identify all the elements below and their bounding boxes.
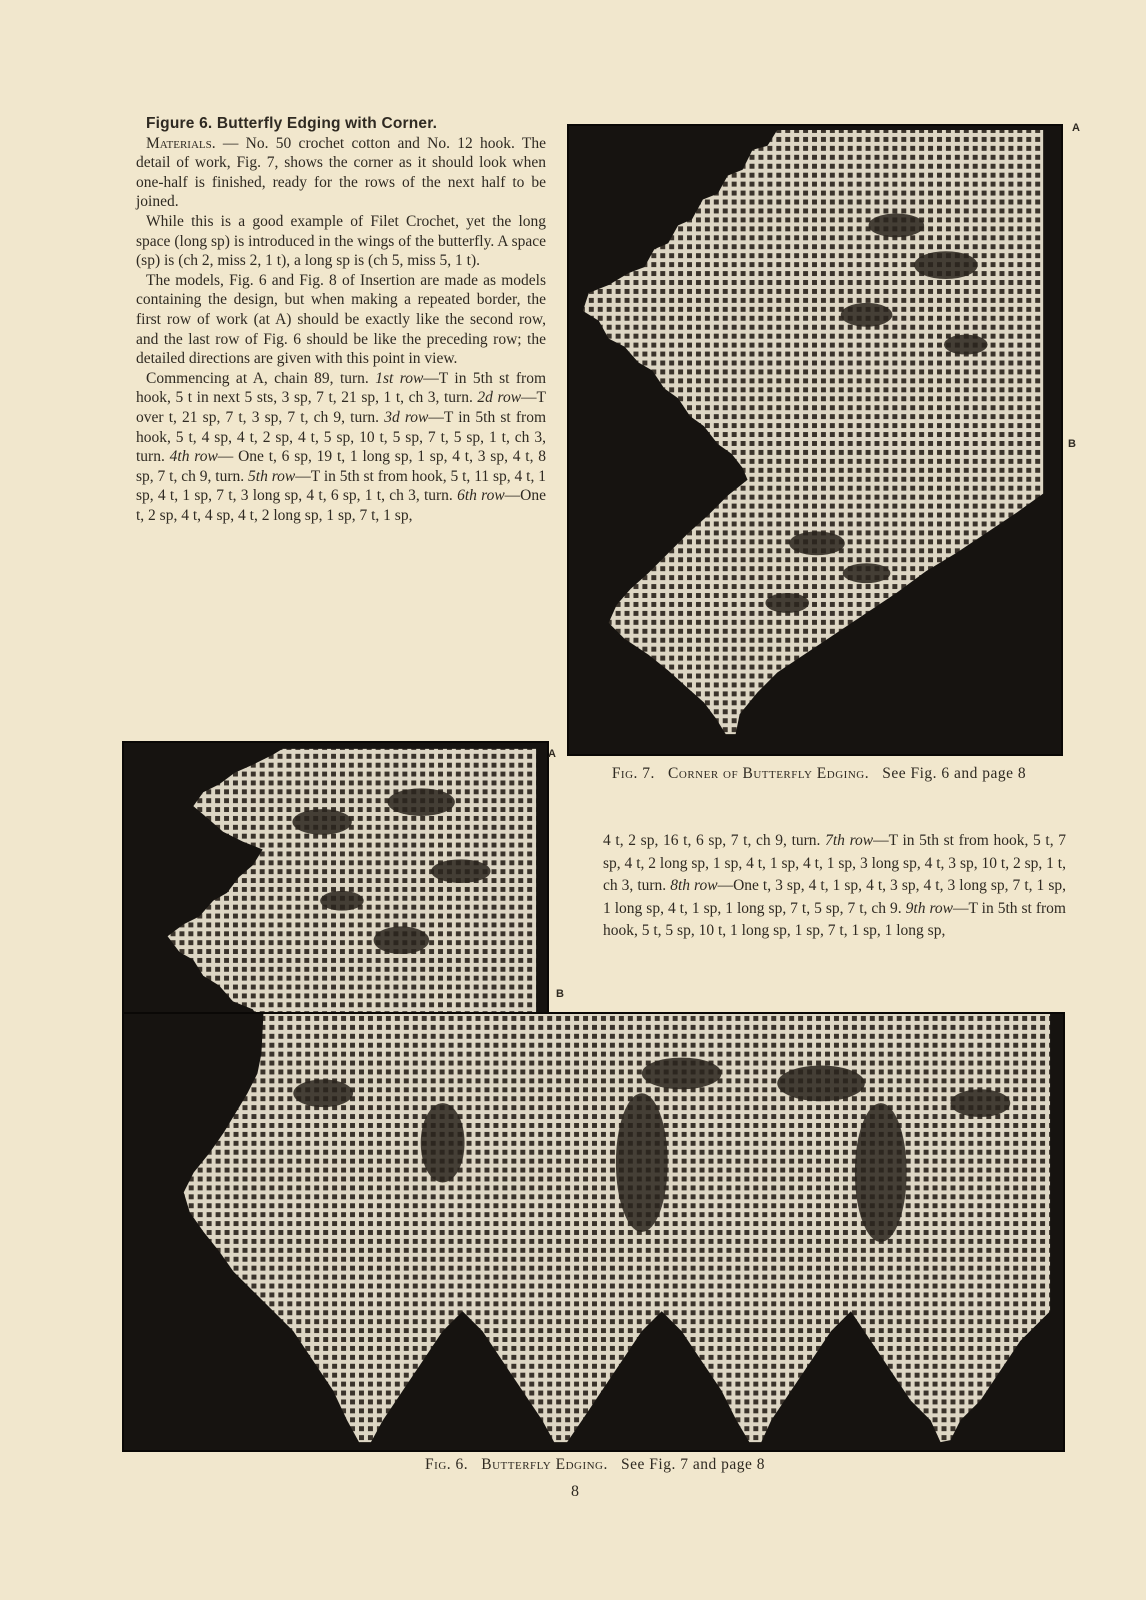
row-text: —T in 5th st from hook, 5 t in next 5 sts, 3 sp, 7 t, 21 sp, 1 t, ch 3, turn. [136,369,546,407]
section-heading: Figure 6. Butterfly Edging with Corner. [146,115,438,132]
fig6-edging-photo-upper [122,741,549,1027]
long-space-paragraph: While this is a good example of Filet Crochet, yet the long space (long sp) is introduced in the wings of the butterfly. A space (sp) is (ch 2, miss 2, 1 t), a long sp is (ch 5, miss 5, 1 t). [136,212,546,270]
page-number: 8 [571,1483,579,1500]
materials-label: Materials. [146,134,216,152]
row-label: 9th row [905,899,953,917]
fig6-edging-photo-lower [122,1012,1065,1452]
marker-a: A [548,748,556,760]
row-text: — One t, 6 sp, 19 t, 1 long sp, 1 sp, 4 t, 3 sp, 4 t, 8 sp, 7 t, ch 9, turn. [136,448,547,485]
row-text: —One t, 3 sp, 4 t, 1 sp, 4 t, 3 sp, 4 t, 3 long sp, 7 t, 1 sp, 1 long sp, 4 t, 1 sp, 1 long sp, 7 t, 5 sp, 7 t, ch 9. [603,877,1066,917]
marker-b: B [556,988,564,1000]
fig7-corner-photo [567,124,1063,756]
materials-paragraph [136,134,546,212]
lace-corner-illustration [569,126,1061,754]
row-text: —T in 5th st from hook, 5 t, 4 sp, 4 t, 2 sp, 4 t, 5 sp, 10 t, 5 sp, 7 t, 5 sp, 1 t, ch 3, turn. [136,408,547,466]
models-paragraph: The models, Fig. 6 and Fig. 8 of Insertion are made as models containing the design, but when making a repeated border, the first row of work (at A) should be exactly like the second row, and the last row of Fig. 6 should be like the preceding row; the detailed directions are given with this point in view. [136,271,546,368]
row-text: 4 t, 2 sp, 16 t, 6 sp, 7 t, ch 9, turn. [603,832,826,849]
row-label: 1st row [375,369,424,387]
right-text-column [603,830,1066,943]
caption-title: Butterfly Edging. [481,1456,608,1473]
row-text: —T in 5th st from hook, 5 t, 7 sp, 4 t, 2 long sp, 1 sp, 4 t, 1 sp, 4 t, 1 sp, 3 long sp, 4 t, 3 sp, 10 t, 2 sp, 1 t, ch 3, turn. [603,832,1066,894]
marker-b: B [1068,438,1076,450]
caption-label: Fig. 6. [425,1456,469,1473]
commencing-text: Commencing at A, chain 89, turn. [146,369,376,387]
row-label: 6th row [457,487,505,505]
row-label: 5th row [248,467,296,485]
directions-paragraph [136,369,546,526]
row-text: —T over t, 21 sp, 7 t, 3 sp, 7 t, ch 9, turn. [136,389,547,426]
row-label: 8th row [670,877,718,894]
fig6-caption [120,1456,1070,1474]
directions-continued [603,830,1066,943]
row-text: —One t, 2 sp, 4 t, 4 sp, 4 t, 2 long sp, 1 sp, 7 t, 1 sp, [136,487,546,524]
materials-text: — No. 50 crochet cotton and No. 12 hook. The detail of work, Fig. 7, shows the corner as it should look when one-half is finished, ready for the rows of the next half to be joined. [136,134,546,211]
row-text: —T in 5th st from hook, 5 t, 5 sp, 10 t, 1 long sp, 1 sp, 7 t, 1 sp, 1 long sp, [603,899,1066,939]
lace-edging-illustration-lower [124,1014,1063,1450]
marker-a: A [1072,122,1080,134]
row-label: 4th row [169,448,218,466]
row-label: 2d row [477,389,522,407]
fig7-caption [572,764,1066,783]
caption-label: Fig. 7. [611,765,655,782]
lace-edging-illustration-upper [124,743,547,1025]
caption-title: Corner of Butterfly Edging. [668,765,870,782]
row-text: —T in 5th st from hook, 5 t, 11 sp, 4 t, 1 sp, 4 t, 1 sp, 7 t, 3 long sp, 4 t, 6 sp, 1 t, ch 3, turn. [136,467,547,505]
caption-reference: See Fig. 6 and page 8 [882,765,1027,782]
left-text-column [136,114,546,525]
caption-reference: See Fig. 7 and page 8 [621,1456,765,1473]
row-label: 3d row [384,408,429,426]
row-label: 7th row [825,832,874,849]
